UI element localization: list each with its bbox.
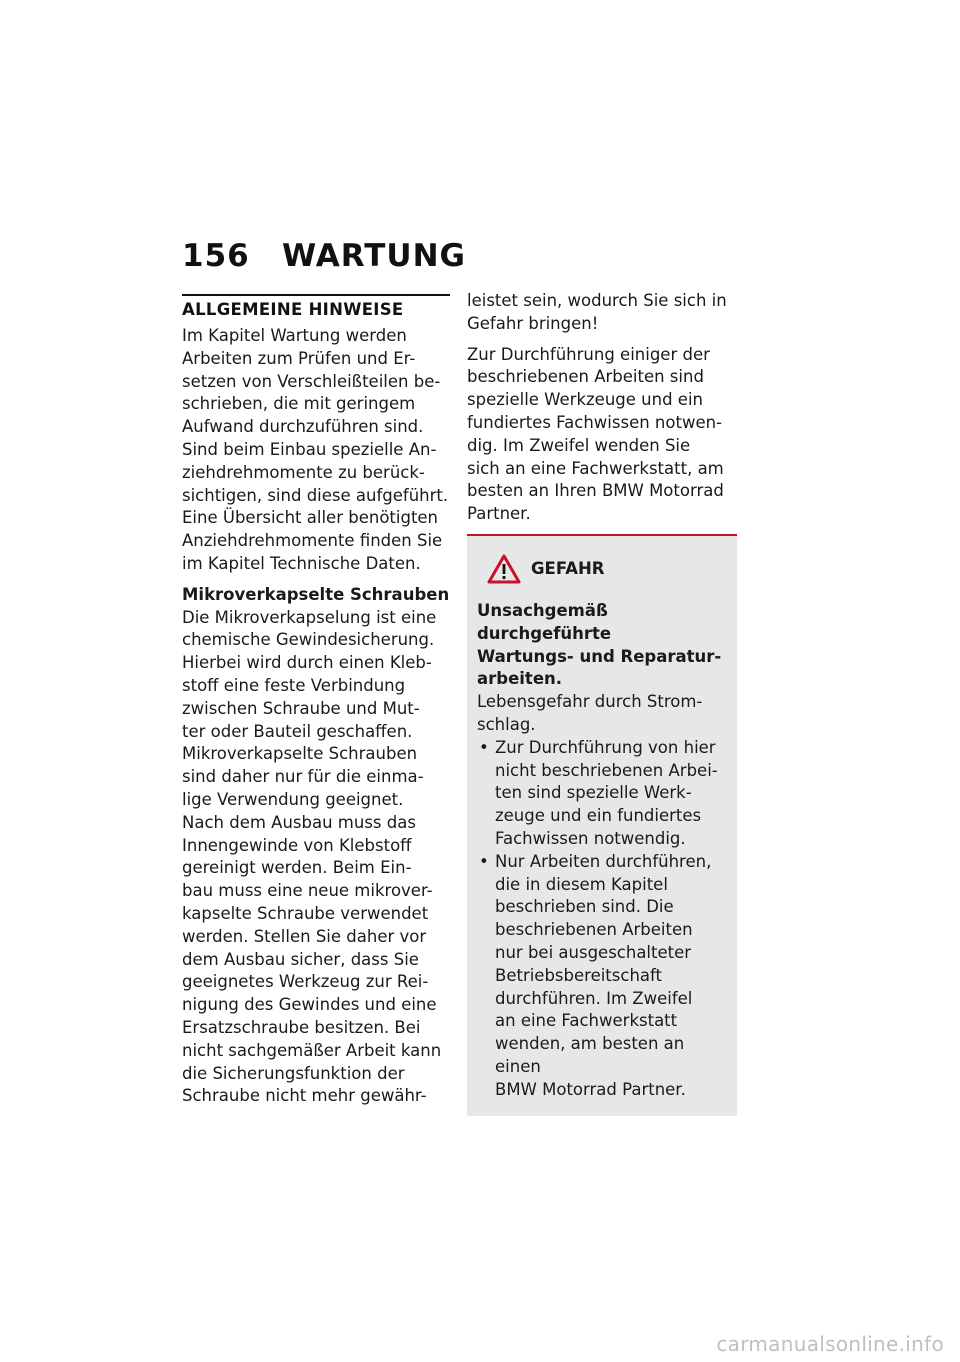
continuation-paragraph: leistet sein, wodurch Sie sich in Gefahr bringen!	[467, 291, 727, 333]
warning-box	[467, 536, 737, 1116]
microencapsulated-paragraph: Die Mikroverkapselung ist eine chemische Gewindesicherung. Hierbei wird durch einen Kleb- stoff eine feste Verbindung zwischen Schraube und Mut- ter oder Bauteil geschaffen. Mikroverkapselte Schrauben sind daher nur für die einma- lige Verwendung geeignet. Nach dem Ausbau muss das Innengewinde von Klebstoff gereinigt werden. Beim Ein- bau muss eine neue mikrover- kapselte Schraube verwendet werden. Stellen Sie daher vor dem Ausbau sicher, dass Sie geeignetes Werkzeug zur Rei- nigung des Gewindes und eine Ersatzschraube besitzen. Bei nicht sachgemäßer Arbeit kann die Sicherungsfunktion der Schraube nicht mehr gewähr-	[182, 607, 442, 1106]
warning-triangle-icon	[487, 554, 521, 584]
left-column	[182, 294, 450, 1116]
page-number: 156	[182, 238, 250, 274]
section-heading: ALLGEMEINE HINWEISE	[182, 300, 404, 319]
workshop-paragraph: Zur Durchführung einiger der beschriebenen Arbeiten sind spezielle Werkzeuge und ein fundiertes Fachwissen notwen- dig. Im Zweifel wenden Sie sich an eine Fachwerkstatt, am besten an Ihren BMW Motorrad Partner.	[467, 344, 724, 524]
warning-title	[487, 554, 727, 584]
chapter-title: WARTUNG	[282, 238, 466, 274]
subheading-microencapsulated-screws: Mikroverkapselte Schrauben	[182, 584, 450, 604]
watermark: carmanualsonline.info	[716, 1332, 944, 1356]
warning-bullet-2: • Nur Arbeiten durchführen, die in diesem Kapitel beschrieben sind. Die beschriebenen Arbeiten nur bei ausgeschalteter Betriebsbereitschaft durchführen. Im Zweifel an eine Fachwerkstatt wenden, am besten an einen BMW Motorrad Partner.	[477, 851, 727, 1102]
warning-bullet-list	[477, 737, 727, 1102]
intro-paragraph: Im Kapitel Wartung werden Arbeiten zum Prüfen und Er- setzen von Verschleißteilen be- schrieben, die mit geringem Aufwand durchzuführen sind. Sind beim Einbau spezielle An- ziehdrehmomente zu berück- sichtigen, sind diese aufgeführt. Eine Übersicht aller benötigten Anziehdrehmomente finden Sie im Kapitel Technische Daten.	[182, 326, 449, 573]
page-header	[182, 238, 466, 274]
warning-headline: Unsachgemäß durchgeführte Wartungs- und Reparatur- arbeiten.	[477, 600, 722, 689]
right-column	[467, 291, 737, 1116]
section-divider	[182, 294, 450, 296]
warning-bullet-1: • Zur Durchführung von hier nicht beschriebenen Arbei- ten sind spezielle Werk- zeuge und ein fundiertes Fachwissen notwendig.	[477, 737, 727, 851]
warning-consequence: Lebensgefahr durch Strom- schlag.	[477, 692, 703, 734]
warning-label: GEFAHR	[531, 559, 605, 579]
